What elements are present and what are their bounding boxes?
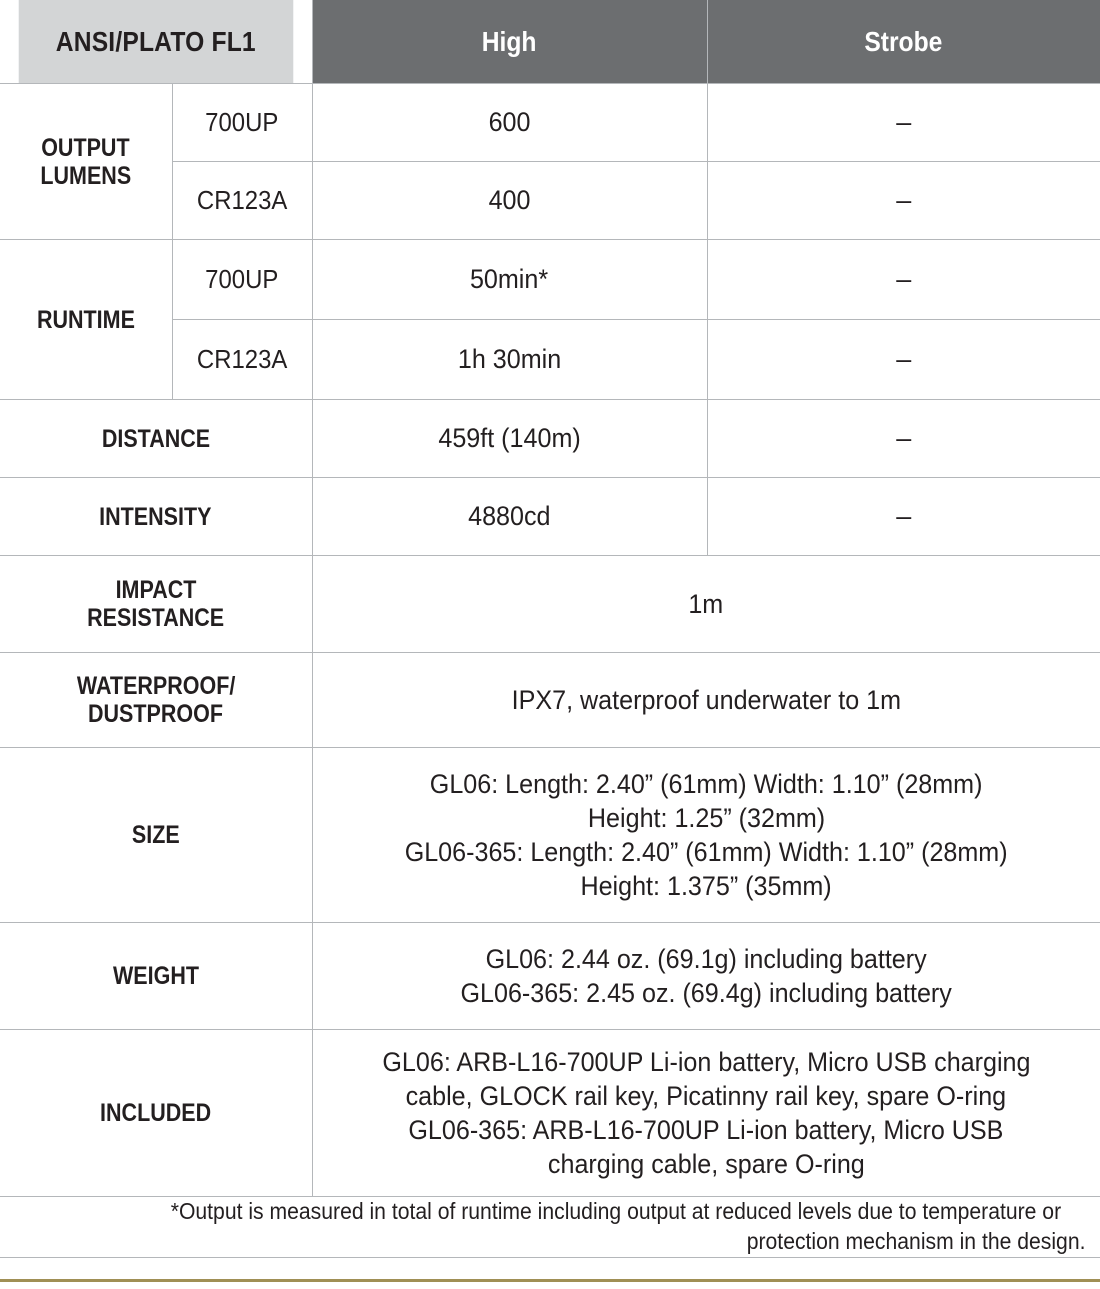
cell-runtime-cr123a-strobe: – [707, 320, 1100, 400]
table-row [0, 748, 1100, 923]
cell-runtime-cr123a-high [312, 320, 707, 400]
sub-label-text: 700UP [205, 107, 279, 137]
table-row [0, 1030, 1100, 1197]
sub-label-text: CR123A [196, 185, 288, 215]
sub-label-text: CR123A [196, 344, 288, 374]
table-header-row [0, 0, 1100, 84]
row-label-line: DUSTPROOF [88, 700, 224, 728]
header-column-strobe-label: Strobe [864, 25, 943, 57]
footnote-line: *Output is measured in total of runtime including output at reduced levels due to temperature or [170, 1198, 1062, 1224]
row-label-line: DISTANCE [101, 424, 210, 453]
row-label-line: INCLUDED [100, 1099, 212, 1127]
cell-value: 1h 30min [457, 344, 562, 375]
footnote-row [0, 1197, 1100, 1258]
cell-value-line: GL06-365: ARB-L16-700UP Li-ion battery, Micro USB [408, 1115, 1004, 1145]
row-label-distance [0, 400, 312, 478]
cell-value-line: Height: 1.375” (35mm) [580, 871, 832, 902]
row-label-line: RESISTANCE [87, 604, 225, 632]
header-ansi-plato-label: ANSI/PLATO FL1 [19, 0, 294, 84]
sub-label-cr123a [172, 162, 312, 240]
header-column-strobe [707, 0, 1100, 84]
cell-runtime-700up-high [312, 240, 707, 320]
header-column-high [312, 0, 707, 84]
table-row [0, 653, 1100, 748]
cell-value-line: GL06: ARB-L16-700UP Li-ion battery, Micro USB charging [382, 1046, 1031, 1077]
table-row [0, 478, 1100, 556]
accent-rule-divider [0, 1279, 1100, 1282]
cell-weight-value [312, 923, 1100, 1030]
row-label-line: IMPACT [115, 576, 197, 604]
sub-label-text: 700UP [205, 264, 279, 294]
cell-value-line: GL06-365: 2.45 oz. (69.4g) including battery [460, 978, 952, 1008]
cell-value-line: GL06: Length: 2.40” (61mm) Width: 1.10” (28mm) [429, 768, 983, 799]
row-label-line: RUNTIME [36, 305, 135, 334]
row-label-line: OUTPUT [41, 133, 130, 162]
cell-value: 4880cd [468, 501, 551, 532]
cell-distance-high [312, 400, 707, 478]
row-label-line: WATERPROOF/ [76, 672, 235, 700]
footnote-cell [0, 1197, 1100, 1258]
cell-value-line: GL06: 2.44 oz. (69.1g) including battery [485, 943, 927, 974]
header-column-high-label: High [482, 25, 537, 57]
cell-value-line: 1m [688, 588, 724, 619]
cell-value: 50min* [470, 264, 549, 295]
footnote-text [0, 1197, 1100, 1257]
sub-label-700up [172, 240, 312, 320]
row-label-impact-resistance [0, 556, 312, 653]
cell-impact-resistance-value [312, 556, 1100, 653]
footnote-line: protection mechanism in the design. [746, 1227, 1086, 1254]
cell-value: 400 [488, 185, 531, 216]
cell-value: 459ft (140m) [438, 423, 581, 454]
cell-value-line: Height: 1.25” (32mm) [587, 802, 825, 833]
cell-intensity-strobe: – [707, 478, 1100, 556]
row-label-line: LUMENS [40, 161, 132, 190]
row-label-output-lumens [0, 84, 172, 240]
row-label-size [0, 748, 312, 923]
cell-intensity-high [312, 478, 707, 556]
row-label-runtime [0, 240, 172, 400]
row-label-waterproof-dustproof [0, 653, 312, 748]
row-label-line: WEIGHT [112, 962, 199, 990]
table-row [0, 556, 1100, 653]
cell-value-line: charging cable, spare O-ring [547, 1149, 865, 1180]
cell-waterproof-dustproof-value [312, 653, 1100, 748]
table-row [0, 84, 1100, 162]
cell-runtime-700up-strobe: – [707, 240, 1100, 320]
row-label-included [0, 1030, 312, 1197]
cell-output-lumens-cr123a-strobe: – [707, 162, 1100, 240]
cell-output-lumens-700up-high [312, 84, 707, 162]
row-label-line: INTENSITY [99, 502, 212, 531]
cell-included-value [312, 1030, 1100, 1197]
cell-output-lumens-cr123a-high [312, 162, 707, 240]
cell-value-line: GL06-365: Length: 2.40” (61mm) Width: 1.10” (28mm) [404, 837, 1008, 867]
row-label-intensity [0, 478, 312, 556]
table-row [0, 923, 1100, 1030]
cell-distance-strobe: – [707, 400, 1100, 478]
sub-label-cr123a [172, 320, 312, 400]
cell-value-line: cable, GLOCK rail key, Picatinny rail key, spare O-ring [405, 1080, 1007, 1111]
table-row [0, 240, 1100, 320]
row-label-line: SIZE [131, 821, 180, 849]
cell-value: 600 [488, 107, 531, 138]
cell-output-lumens-700up-strobe: – [707, 84, 1100, 162]
sub-label-700up [172, 84, 312, 162]
cell-value-line: IPX7, waterproof underwater to 1m [511, 684, 901, 715]
cell-size-value [312, 748, 1100, 923]
row-label-weight [0, 923, 312, 1030]
table-row [0, 400, 1100, 478]
